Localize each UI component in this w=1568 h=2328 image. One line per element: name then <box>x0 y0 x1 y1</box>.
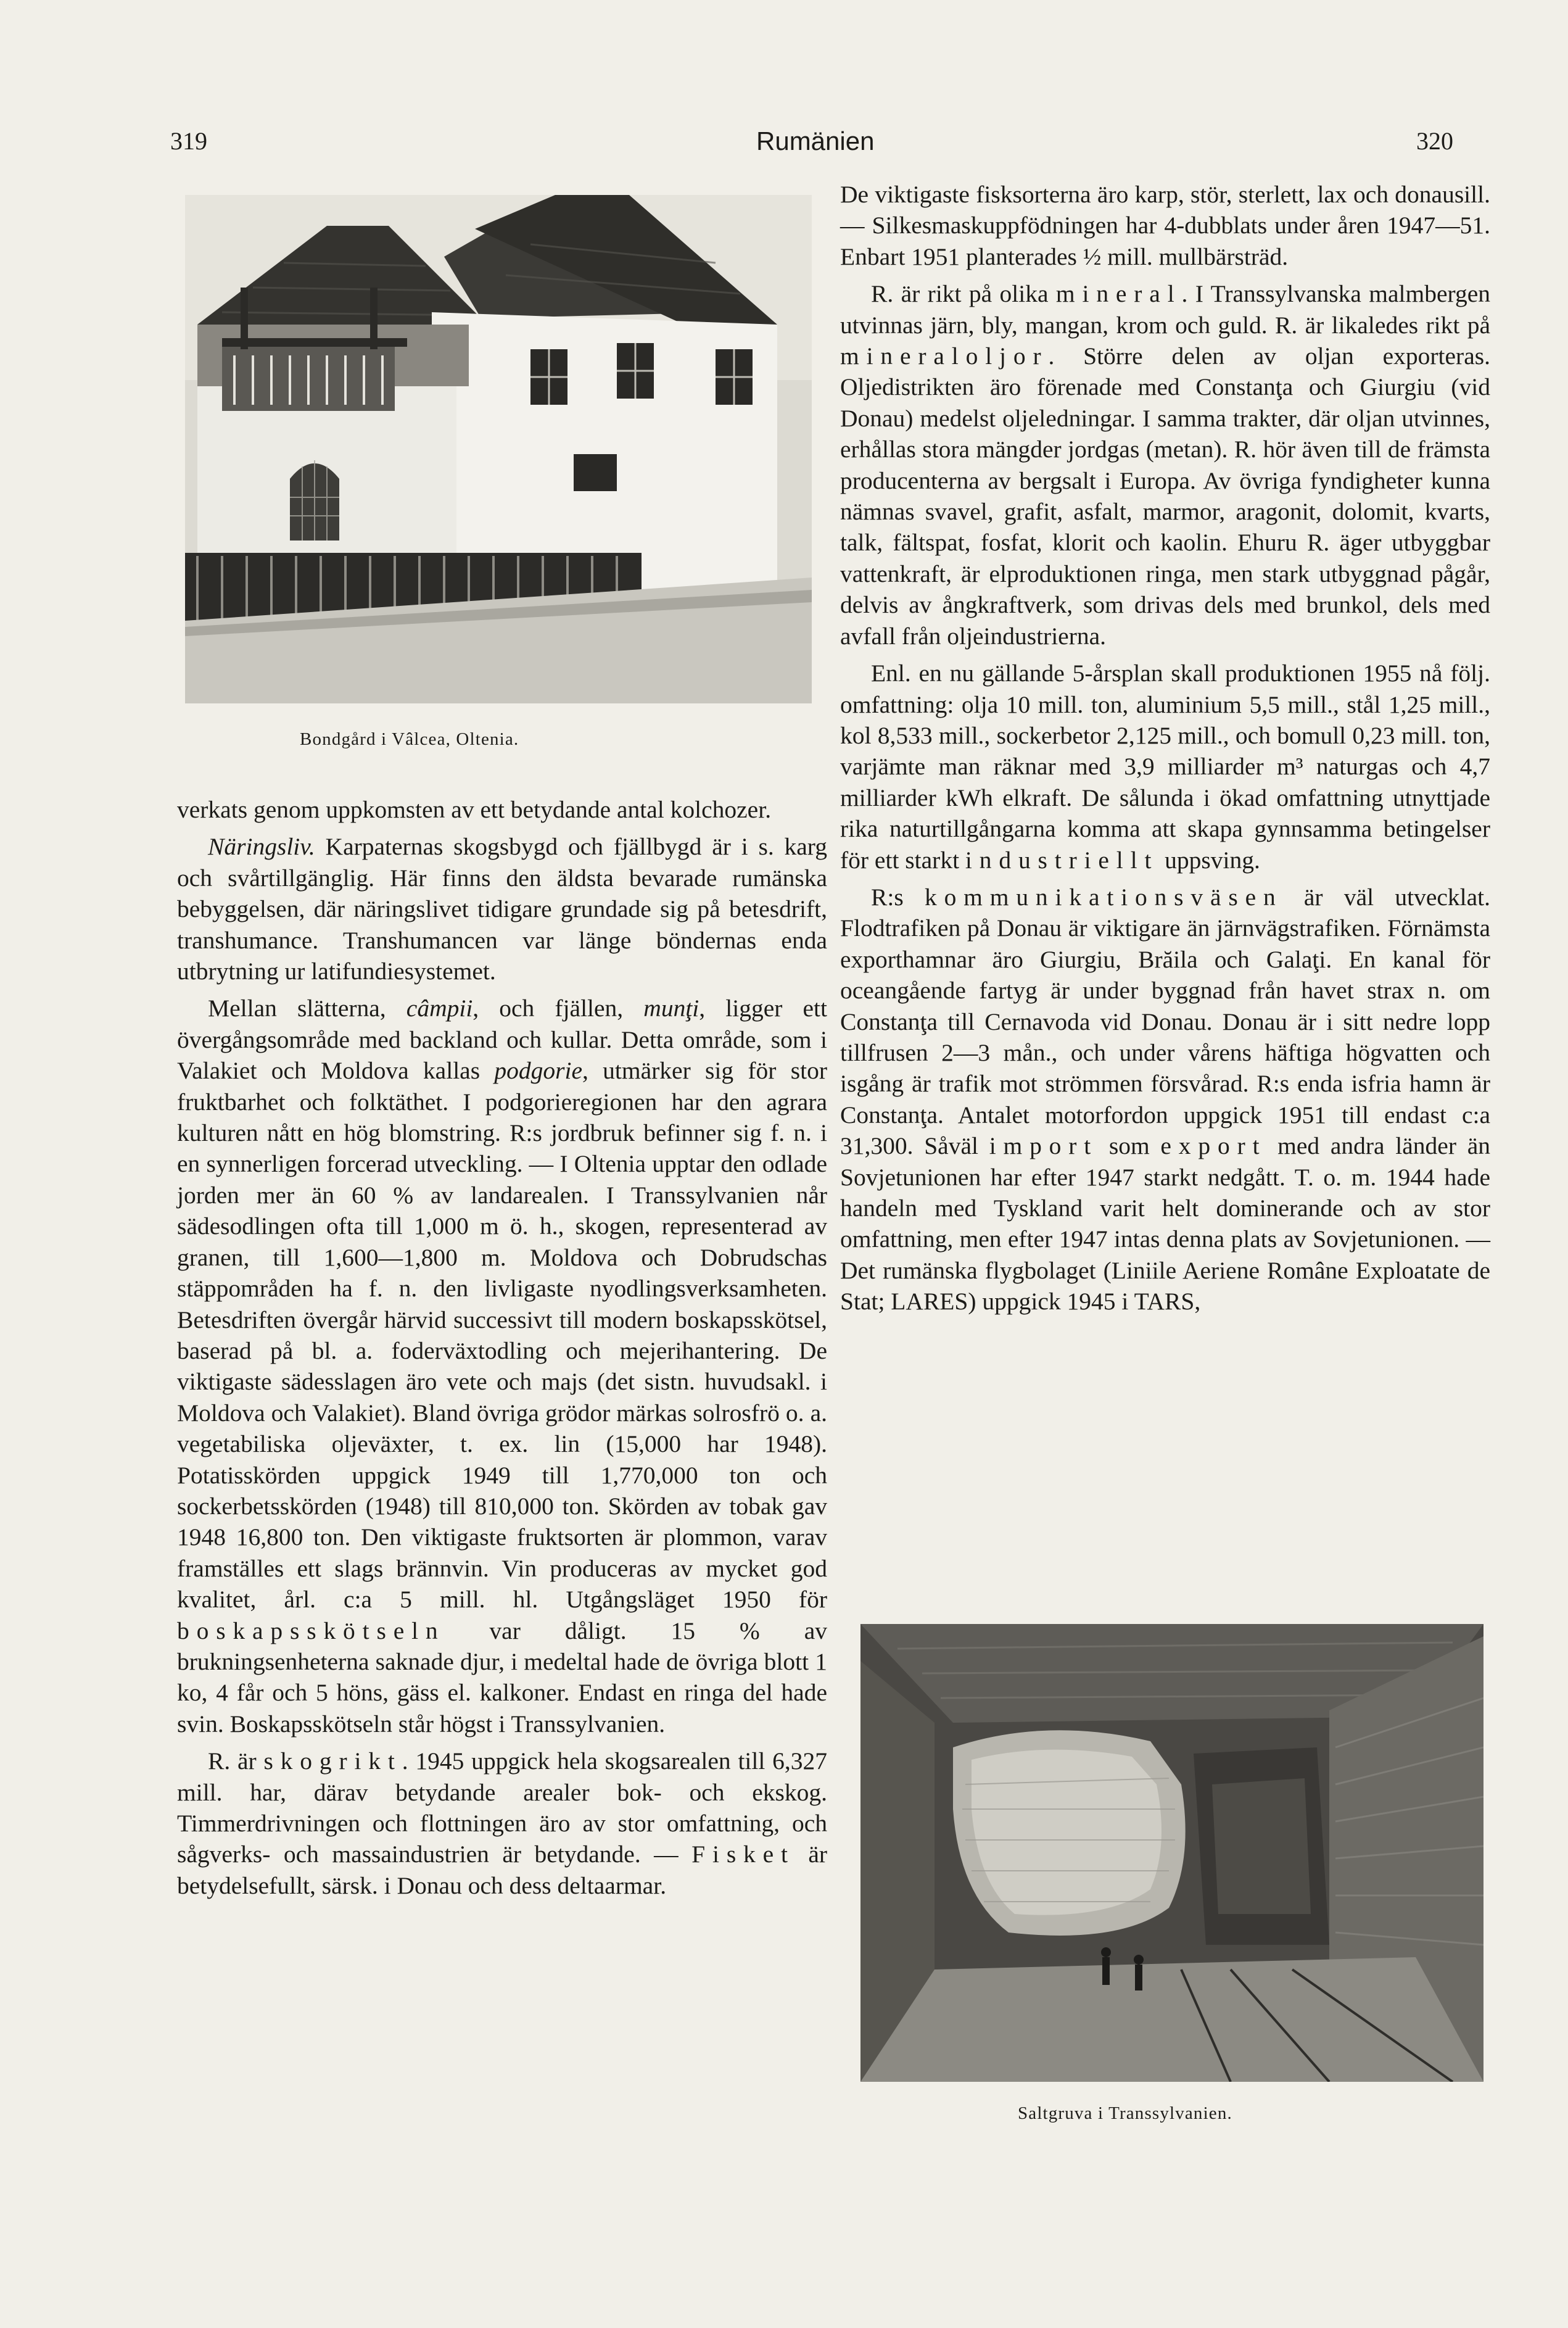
paragraph-fiveyearplan: Enl. en nu gällande 5-årsplan skall produktionen 1955 nå följ. omfattning: olja 10 mill. ton, aluminium 5,5 mill., stål 1,25 mill., kol 8,533 mill., sockerbetor 2,125 mill., och bomull 0,23 mill. ton, varjämte man räknar med 3,9 milliarder m³ naturgas och 4,7 milliarder kWh elkraft. De sålunda i ökad omfattning utnyttjade rika naturtillgångarna komma att skapa gynnsamma betingelser för ett starkt industriellt uppsving. <box>840 660 1490 874</box>
farmhouse-caption: Bondgård i Vâlcea, Oltenia. <box>300 729 519 749</box>
page-header <box>0 126 1568 164</box>
salt-mine-photo <box>860 1624 1483 2082</box>
paragraph-communications: R:s kommunikationsväsen är väl utvecklat. Flodtrafiken på Donau är viktigare än järnvägstrafiken. Förnämsta exporthamnar äro Giurgiu, Brăila och Galaţi. En kanal för oceangående fartyg är under byggnad från havet strax n. om Constanţa till Cernavoda vid Donau. Donau är i sitt nedre lopp tillfrusen 2—3 mån., och under vårens häftiga högvatten och isgång är trafik mot strömmen försvårad. R:s enda isfria hamn är Constanţa. Antalet motorfordon uppgick 1951 till endast c:a 31,300. Såväl import som export med andra länder än Sovjetunionen har efter 1947 starkt nedgått. T. o. m. 1944 hade handeln med Tyskland varit helt dominerande och av stor omfattning, men efter 1947 intas denna plats av Sovjetunionen. — Det rumänska flygbolaget (Liniile Aeriene Române Exploatate de Stat; LARES) uppgick 1945 i TARS, <box>840 883 1490 1315</box>
paragraph-naringsliv: Näringsliv. Karpaternas skogsbygd och fjällbygd är i s. karg och svårtillgänglig. Här finns den äldsta bevarade rumänska bebyggelsen, där näringslivet tidigare grundade sig på betesdrift, transhumance. Transhumancen var länge böndernas enda utbrytning ur latifundiesystemet. <box>177 833 827 985</box>
paragraph-forestry: R. är skogrikt. 1945 uppgick hela skogsarealen till 6,327 mill. har, därav betydande arealer bok- och ekskog. Timmerdrivningen och flottningen äro av stor omfattning, och sågverks- och massaindustrien är betydande. — Fisket är betydelsefullt, särsk. i Donau och dess deltaarmar. <box>177 1747 828 1899</box>
left-column <box>177 794 827 1901</box>
farmhouse-photo <box>185 195 812 703</box>
paragraph-minerals: R. är rikt på olika mineral. I Transsylvanska malmbergen utvinnas järn, bly, mangan, krom och guld. R. är likaledes rikt på mineraloljor. Större delen av oljan exporteras. Oljedistrikten äro förenade med Constanţa och Giurgiu (vid Donau) medelst oljeledningar. I samma trakter, där oljan utvinnes, erhållas stora mängder jordgas (metan). R. hör även till de främsta producenterna av bergsalt i Europa. Av övriga fyndigheter kunna nämnas svavel, grafit, asfalt, marmor, aragonit, dolomit, kvarts, talk, fältspat, fosfat, klorit och kaolin. Ehuru R. äger utbyggbar vattenkraft, är elproduktionen ringa, men stark utbyggnad pågår, delvis av ångkraftverk, som drivas dels med brunkol, dels med avfall från oljeindustrierna. <box>840 280 1490 650</box>
section-heading: Näringsliv. <box>208 833 315 861</box>
right-column <box>840 179 1490 1317</box>
salt-mine-caption: Saltgruva i Transsylvanien. <box>1018 2103 1232 2123</box>
paragraph: verkats genom uppkomsten av ett betydande antal kolchozer. <box>177 796 772 823</box>
running-title: Rumänien <box>756 126 875 155</box>
page-number-left: 319 <box>170 127 207 155</box>
paragraph-agriculture: Mellan slätterna, câmpii, och fjällen, munţi, ligger ett övergångsområde med backland och kullar. Detta område, som i Valakiet och Moldova kallas podgorie, utmärker sig för stor fruktbarhet och folktäthet. I podgorieregionen har den agrara kulturen nått en hög blomstring. R:s jordbruk befinner sig f. n. i en synnerligen forcerad utveckling. — I Oltenia upptar den odlade jorden mer än 60 % av landarealen. I Transsylvanien når sädesodlingen ofta till 1,000 m ö. h., skogen, representerad av granen, till 1,600—1,800 m. Moldova och Dobrudschas stäppområden ha f. n. den livligaste nyodlingsverksamheten. Betesdriften övergår härvid successivt till modern boskapsskötsel, baserad på bl. a. foderväxtodling och mejerihantering. De viktigaste sädesslagen äro vete och majs (det sistn. huvudsakl. i Moldova och Valakiet). Bland övriga grödor märkas solrosfrö o. a. vegetabiliska oljeväxter, t. ex. lin (15,000 har 1948). Potatisskörden uppgick 1949 till 1,770,000 ton och sockerbetsskörden (1948) till 810,000 ton. Skörden av tobak gav 1948 16,800 ton. Den viktigaste fruktsorten är plommon, varav framställes ett slags brännvin. Vin produceras av mycket god kvalitet, årl. c:a 5 mill. hl. Utgångsläget 1950 för boskapsskötseln var dåligt. 15 % av brukningsenheterna saknade djur, i medeltal hade de övriga blott 1 ko, 4 får och 5 höns, gäss el. kalkoner. Endast en ringa del hade svin. Boskapsskötseln står högst i Transsylvanien. <box>177 995 827 1738</box>
page-number-right: 320 <box>1416 127 1453 155</box>
paragraph: De viktigaste fisksorterna äro karp, stör, sterlett, lax och donausill. — Silkesmaskuppfödningen har 4-dubblats under åren 1947—51. Enbart 1951 planterades ½ mill. mullbärsträd. <box>840 181 1490 270</box>
